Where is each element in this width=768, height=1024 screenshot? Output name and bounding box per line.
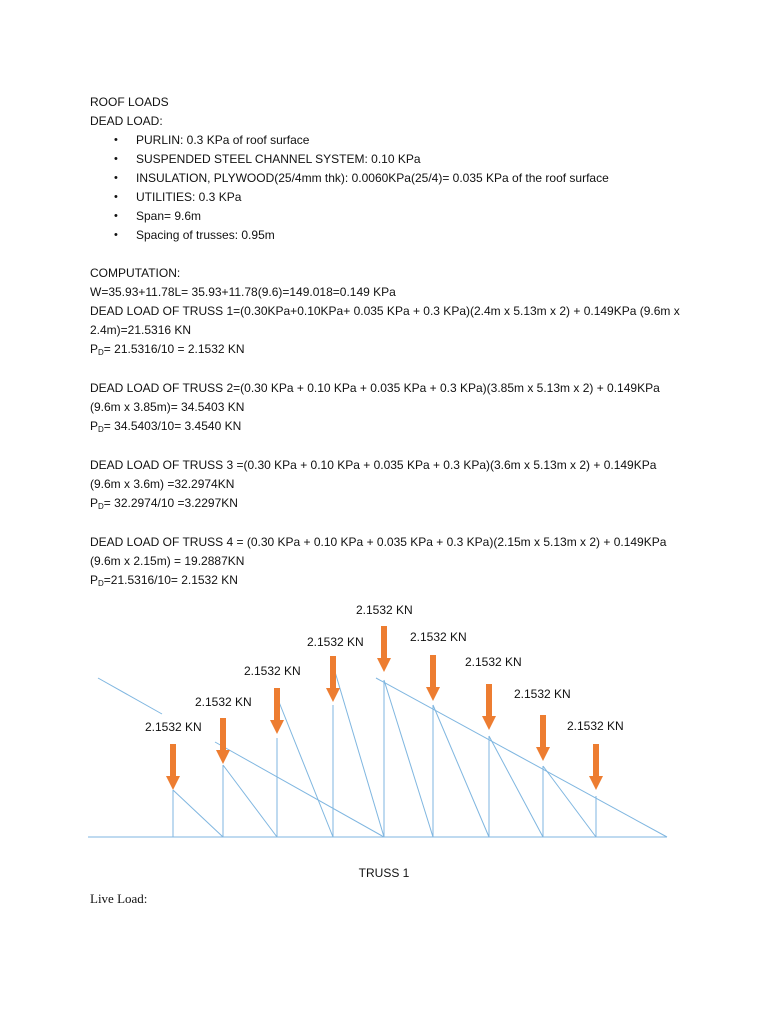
list-item-text: SUSPENDED STEEL CHANNEL SYSTEM: 0.10 KPa xyxy=(136,152,421,166)
p-subscript: D xyxy=(98,348,104,357)
list-item-text: INSULATION, PLYWOOD(25/4mm thk): 0.0060KPa(25/4)= 0.035 KPa of the roof surface xyxy=(136,171,609,185)
truss3-point-load-value: = 32.2974/10 =3.2297KN xyxy=(103,496,238,510)
load-arrow-icon xyxy=(377,626,391,672)
list-item xyxy=(90,207,690,226)
load-label: 2.1532 KN xyxy=(410,630,467,644)
truss4-point-load-value: =21.5316/10= 2.1532 KN xyxy=(103,573,238,587)
list-item-text: PURLIN: 0.3 KPa of roof surface xyxy=(136,133,310,147)
load-arrow-icon xyxy=(326,656,340,702)
top-chord-right xyxy=(376,678,667,837)
dead-load-list xyxy=(90,131,690,245)
doc-title: ROOF LOADS xyxy=(90,95,169,109)
spacer xyxy=(90,514,690,533)
spacer xyxy=(90,360,690,379)
live-load-heading: Live Load: xyxy=(90,891,148,906)
truss1-point-load xyxy=(90,340,690,360)
load-arrow-icon xyxy=(536,715,550,761)
p-subscript: D xyxy=(98,425,104,434)
bullet-icon: • xyxy=(114,172,118,184)
bullet-icon: • xyxy=(114,191,118,203)
truss1-line2: 2.4m)=21.5316 KN xyxy=(90,323,192,337)
list-item-text: Spacing of trusses: 0.95m xyxy=(136,228,275,242)
p-subscript: D xyxy=(98,579,104,588)
truss4-point-load xyxy=(90,571,690,591)
truss3-line1: DEAD LOAD OF TRUSS 3 =(0.30 KPa + 0.10 KPa + 0.035 KPa + 0.3 KPa)(3.6m x 5.13m x 2) + 0.149KPa xyxy=(90,458,657,472)
load-arrow-icon xyxy=(482,684,496,730)
bullet-icon: • xyxy=(114,153,118,165)
document-body xyxy=(90,93,690,591)
list-item xyxy=(90,226,690,245)
diagonal-member xyxy=(384,680,433,837)
top-chord-left-extension xyxy=(98,678,162,714)
list-item xyxy=(90,169,690,188)
list-item-text: Span= 9.6m xyxy=(136,209,202,223)
truss2-point-load xyxy=(90,417,690,437)
load-label: 2.1532 KN xyxy=(307,635,364,649)
truss2-line2: (9.6m x 3.85m)= 34.5403 KN xyxy=(90,400,245,414)
load-arrow-icon xyxy=(270,688,284,734)
truss1-point-load-value: = 21.5316/10 = 2.1532 KN xyxy=(103,342,245,356)
bullet-icon: • xyxy=(114,210,118,222)
load-label: 2.1532 KN xyxy=(195,695,252,709)
p-symbol: P xyxy=(90,496,99,510)
truss2-point-load-value: = 34.5403/10= 3.4540 KN xyxy=(103,419,242,433)
truss1-line1: DEAD LOAD OF TRUSS 1=(0.30KPa+0.10KPa+ 0.035 KPa + 0.3 KPa)(2.4m x 5.13m x 2) + 0.149KPa (9.6m x xyxy=(90,304,680,318)
load-label: 2.1532 KN xyxy=(514,687,571,701)
spacer xyxy=(90,437,690,456)
diagonal-member xyxy=(333,665,384,837)
truss2-line1: DEAD LOAD OF TRUSS 2=(0.30 KPa + 0.10 KPa + 0.035 KPa + 0.3 KPa)(3.85m x 5.13m x 2) + 0.149KPa xyxy=(90,381,660,395)
diagonal-member xyxy=(223,765,277,837)
p-subscript: D xyxy=(98,502,104,511)
p-symbol: P xyxy=(90,573,99,587)
truss4-line2: (9.6m x 2.15m) = 19.2887KN xyxy=(90,554,245,568)
load-label: 2.1532 KN xyxy=(567,719,624,733)
spacer xyxy=(90,245,690,264)
p-symbol: P xyxy=(90,419,99,433)
list-item xyxy=(90,131,690,150)
truss-diagram xyxy=(0,590,768,850)
load-label: 2.1532 KN xyxy=(244,664,301,678)
list-item xyxy=(90,188,690,207)
diagonal-member xyxy=(489,736,543,837)
w-formula: W=35.93+11.78L= 35.93+11.78(9.6)=149.018=0.149 KPa xyxy=(90,285,396,299)
truss3-point-load xyxy=(90,494,690,514)
list-item xyxy=(90,150,690,169)
diagonal-member xyxy=(277,697,333,837)
load-label: 2.1532 KN xyxy=(356,603,413,617)
computation-heading: COMPUTATION: xyxy=(90,266,181,280)
load-label: 2.1532 KN xyxy=(145,720,202,734)
load-label: 2.1532 KN xyxy=(465,655,522,669)
bullet-icon: • xyxy=(114,134,118,146)
diagonal-member xyxy=(173,790,223,837)
load-arrow-icon xyxy=(589,744,603,790)
diagonal-member xyxy=(543,766,596,837)
diagram-caption: TRUSS 1 xyxy=(358,866,410,880)
load-arrow-icon xyxy=(426,655,440,701)
load-arrow-icon xyxy=(166,744,180,790)
top-chord-left xyxy=(215,742,384,837)
truss4-line1: DEAD LOAD OF TRUSS 4 = (0.30 KPa + 0.10 KPa + 0.035 KPa + 0.3 KPa)(2.15m x 5.13m x 2) + 0.149KPa xyxy=(90,535,667,549)
p-symbol: P xyxy=(90,342,99,356)
bullet-icon: • xyxy=(114,229,118,241)
dead-load-heading: DEAD LOAD: xyxy=(90,114,163,128)
load-arrow-icon xyxy=(216,718,230,764)
list-item-text: UTILITIES: 0.3 KPa xyxy=(136,190,242,204)
truss3-line2: (9.6m x 3.6m) =32.2974KN xyxy=(90,477,235,491)
